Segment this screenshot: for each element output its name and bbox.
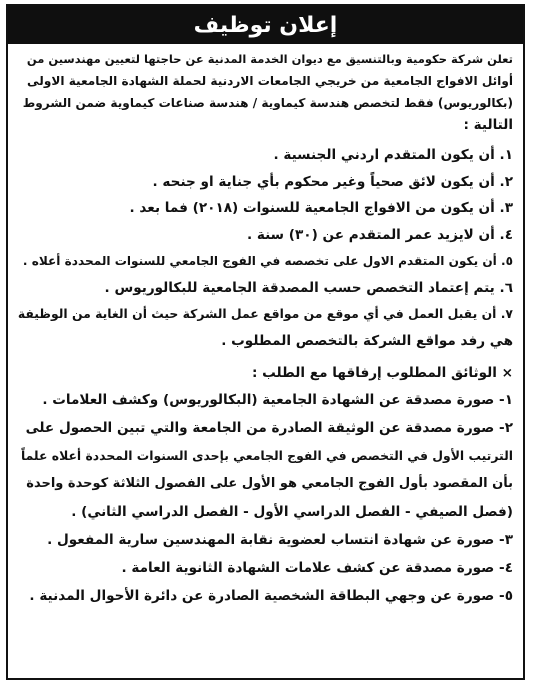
intro-line: (بكالوريوس) فقط لتخصص هندسة كيماوية / هندسة صناعات كيماوية ضمن الشروط [22,96,513,110]
condition-item: ٥. أن يكون المتقدم الاول على تخصصه في الفوج الجامعي للسنوات المحددة أعلاه . [22,254,513,268]
condition-item: ٤. أن لايزيد عمر المتقدم عن (٣٠) سنة . [246,226,513,243]
documents-heading: × الوثائق المطلوب إرفاقها مع الطلب : [251,365,513,381]
document-item: ١- صورة مصدقة عن الشهادة الجامعية (البكالوريوس) وكشف العلامات . [42,392,513,408]
condition-item-continued: هي رفد مواقع الشركة بالتخصص المطلوب . [221,332,513,349]
document-item-continued: بأن المقصود بأول الفوج الجامعي هو الأول على الفصول الثلاثة كوحدة واحدة [26,476,513,491]
announcement-title: إعلان توظيف [8,6,523,44]
document-item: ٢- صورة مصدقة عن الوثيقة الصادرة من الجامعة والتي تبين الحصول على [25,420,513,436]
condition-item: ١. أن يكون المتقدم اردني الجنسية . [273,147,513,163]
condition-item: ٣. أن يكون من الافواج الجامعية للسنوات (٢٠١٨) فما بعد . [129,200,513,216]
condition-item: ٢. أن يكون لائق صحياً وغير محكوم بأي جناية او جنحه . [152,173,513,190]
condition-item: ٦. يتم إعتماد التخصص حسب المصدقة الجامعية للبكالوريوس . [104,279,513,296]
intro-line: تعلن شركة حكومية وبالتنسيق مع ديوان الخدمة المدنية عن حاجتها لتعيين مهندسين من [26,52,513,66]
document-item-continued: (فصل الصيفي - الفصل الدراسي الأول - الفصل الدراسي الثاني) . [71,504,513,520]
document-item: ٤- صورة مصدقة عن كشف علامات الشهادة الثانوية العامة . [121,560,513,576]
intro-line: التالية : [463,117,513,133]
job-announcement [6,4,525,680]
document-item: ٥- صورة عن وجهي البطاقة الشخصية الصادرة عن دائرة الأحوال المدنية . [29,588,513,604]
announcement-body [8,44,523,610]
condition-item: ٧. أن يقبل العمل في أي موقع من مواقع عمل الشركة حيث أن الغاية من الوظيفة [18,306,513,321]
intro-line: أوائل الافواج الجامعية من خريجي الجامعات الاردنية لحملة الشهادة الجامعية الاولى [27,74,513,88]
document-item-continued: الترتيب الأول في التخصص في الفوج الجامعي بإحدى السنوات المحددة أعلاه علماً [20,448,513,463]
document-item: ٣- صورة عن شهادة انتساب لعضوية نقابة المهندسين سارية المفعول . [47,532,513,548]
